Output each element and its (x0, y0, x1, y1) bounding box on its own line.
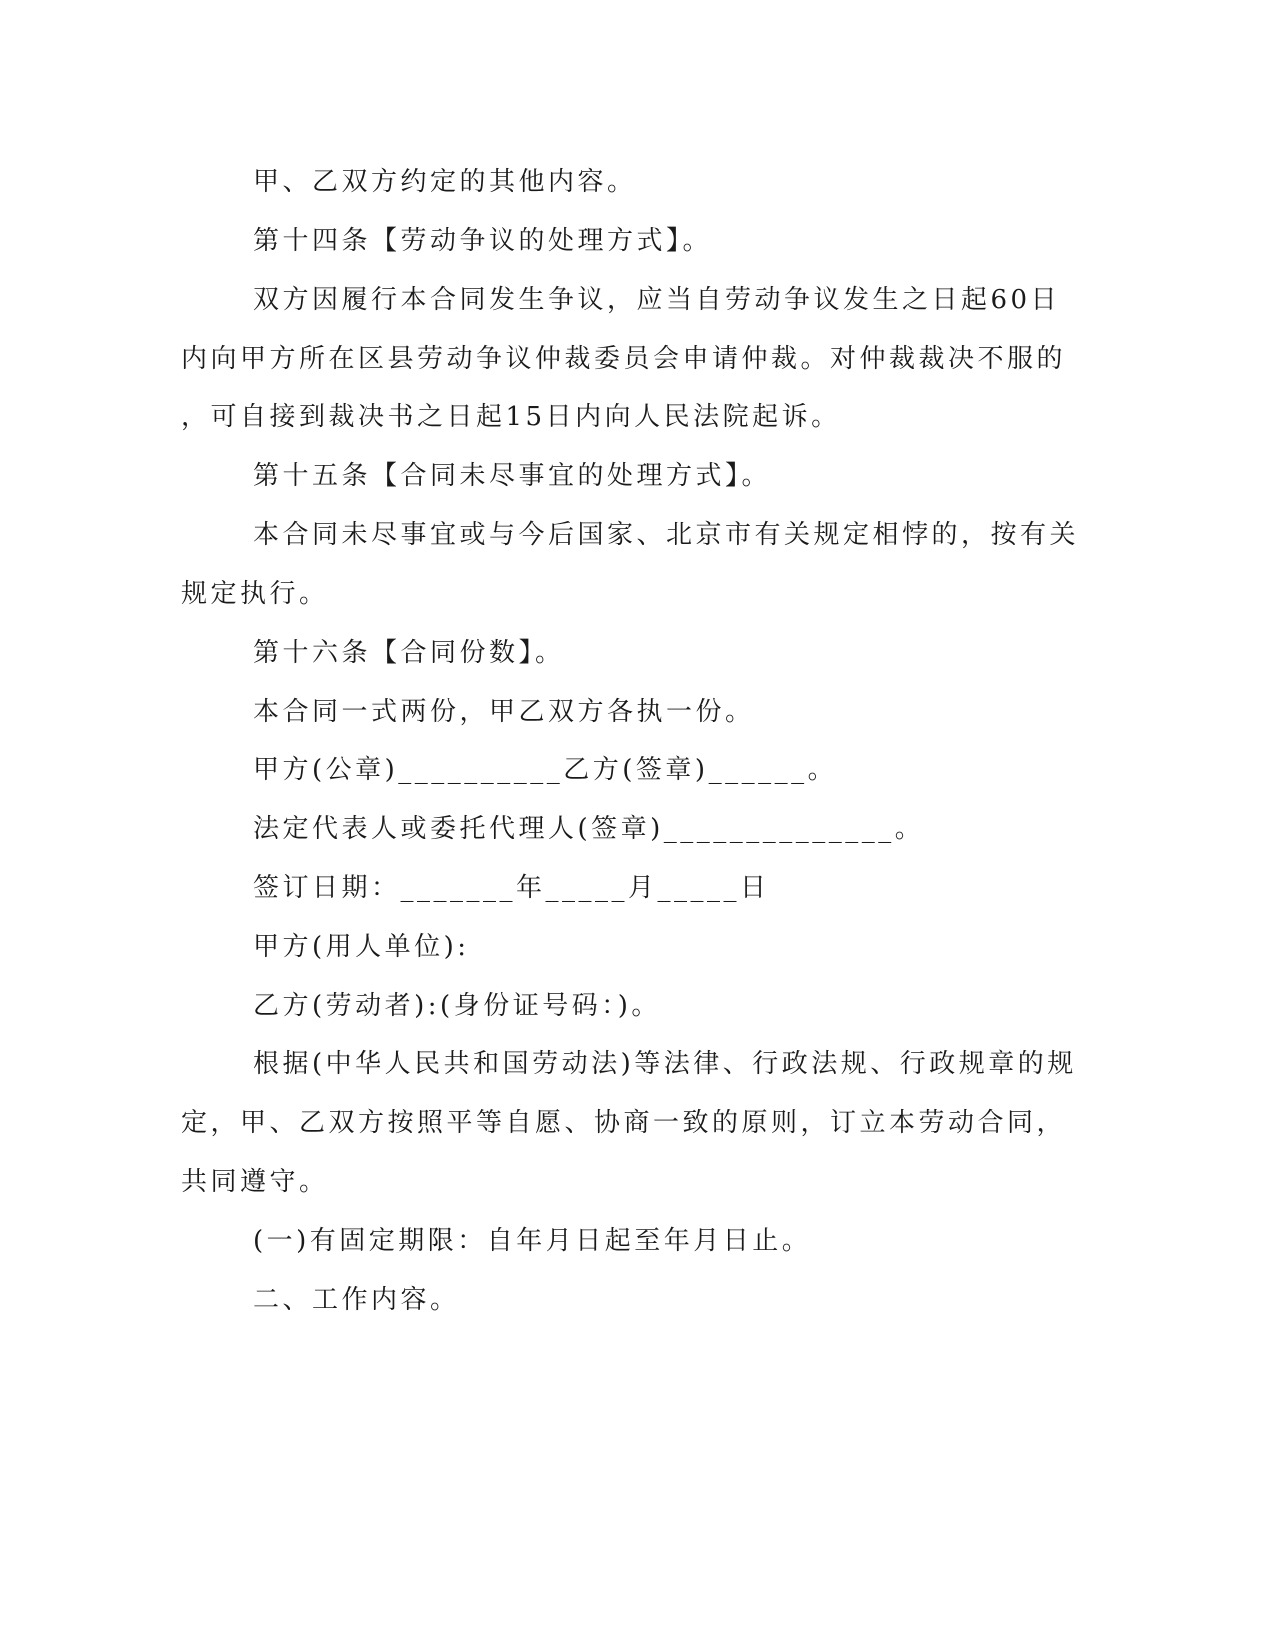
text-line: 甲、乙双方约定的其他内容。 (253, 167, 637, 197)
text-line: 本合同一式两份，甲乙双方各执一份。 (253, 697, 755, 727)
text-line: 双方因履行本合同发生争议，应当自劳动争议发生之日起60日 (253, 285, 1061, 315)
text-line: 共同遵守。 (181, 1167, 329, 1197)
text-line: 本合同未尽事宜或与今后国家、北京市有关规定相悖的，按有关 (253, 520, 1080, 550)
party-a-line: 甲方(用人单位): (253, 932, 470, 962)
text-line: 内向甲方所在区县劳动争议仲裁委员会申请仲裁。对仲裁裁决不服的 (181, 344, 1067, 374)
article-heading: 第十四条【劳动争议的处理方式】。 (253, 226, 713, 256)
text-line: ，可自接到裁决书之日起15日内向人民法院起诉。 (181, 402, 841, 432)
article-heading: 第十五条【合同未尽事宜的处理方式】。 (253, 461, 772, 491)
section-heading: 二、工作内容。 (253, 1285, 460, 1315)
text-line: (一)有固定期限：自年月日起至年月日止。 (253, 1226, 812, 1256)
signing-date-line: 签订日期：_______年_____月_____日 (253, 873, 770, 903)
signature-line: 法定代表人或委托代理人(签章)______________。 (253, 814, 925, 844)
text-line: 定，甲、乙双方按照平等自愿、协商一致的原则，订立本劳动合同， (181, 1108, 1067, 1138)
party-b-line: 乙方(劳动者):(身份证号码：)。 (253, 991, 661, 1021)
text-line: 规定执行。 (181, 579, 329, 609)
article-heading: 第十六条【合同份数】。 (253, 638, 565, 668)
text-line: 根据(中华人民共和国劳动法)等法律、行政法规、行政规章的规 (253, 1049, 1077, 1079)
signature-line: 甲方(公章)__________乙方(签章)______。 (253, 755, 838, 785)
